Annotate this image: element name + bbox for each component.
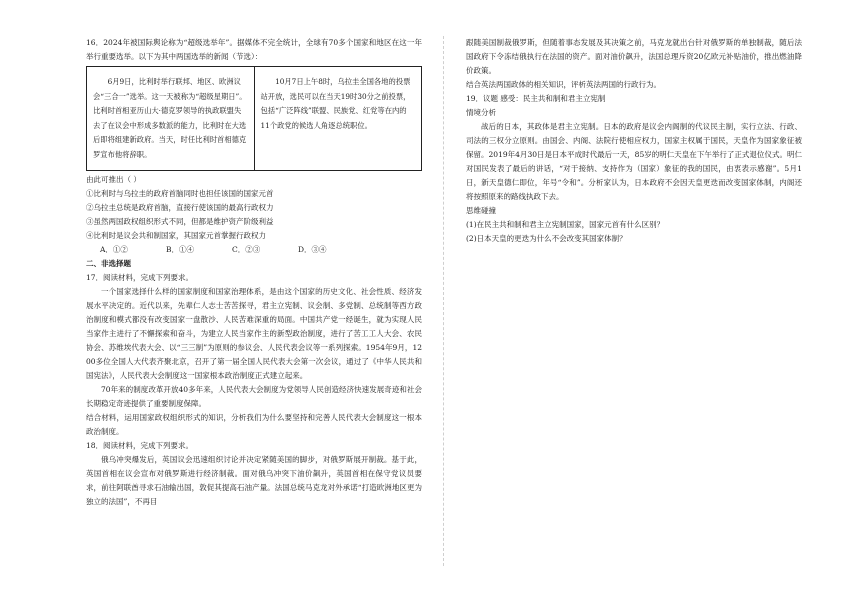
q18-stem: 18．阅读材料，完成下列要求。 [86,441,194,450]
section-heading: 二、非选择题 [86,259,131,268]
q18-task: 结合英法两国政体的相关知识，评析英法两国的行政行为。 [466,80,661,89]
q16-options [86,243,422,257]
q16-item-1: ①比利时与乌拉圭的政府首脑同时也担任该国的国家元首 [86,189,274,198]
thinking-heading: 思维碰撞 [466,206,496,215]
option-a: A．①② [100,245,128,254]
column-divider [443,36,444,566]
scenario-heading: 情境分析 [466,108,496,117]
q17-material-1: 一个国家选择什么样的国家制度和国家治理体系，是由这个国家的历史文化、社会性质、经济发展水平决定的。近代以来，先辈仁人志士苦苦探寻，君主立宪制、议会制、多党制、总统制等西方政治制度和模式都没有改变国家一盘散沙、人民苦难深重的局面。中国共产党一经诞生，就为实现人民当家作主进行了不懈探索和奋斗，为建立人民当家作主的新型政治制度，进行了苦工工人大会、农民协会、苏维埃代表大会、以“三三制”为原则的参议会、人民代表会议等一系列探索。1954年9月，1200多位全国人大代表齐聚北京，召开了第一届全国人民代表大会第一次会议，通过了《中华人民共和国宪法》，人民代表大会制度这一国家根本政治制度正式建立起来。 [86,287,422,380]
news-belgium: 6月9日，比利时举行联邦、地区、欧洲议会“三合一”选举。这一天被称为“超级星期日”。比利时首相亚历山大·德克罗领导的执政联盟失去了在议会中形成多数派的能力，比利时在大选后即将组建新政府。当天，时任比利时首相德克罗宣布他将辞职。 [87,67,255,171]
q19-material: 战后的日本，其政体是君主立宪制。日本的政府是议会内阁制的代议民主制，实行立法、行政、司法的三权分立原则。由国会、内阁、法院行使相应权力，国家主权属于国民，天皇作为国家象征被保留。2019年4月30日是日本平成时代最后一天，85岁的明仁天皇在下午举行了正式退位仪式。明仁对国民发表了最后的讲话，“对于接纳、支持作为（国家）象征的我的国民，由衷表示感谢”。5月1日，新天皇德仁即位，年号“令和”。分析家认为，日本政府不会因天皇更迭而改变国家体制，内阁还将按照原来的路线执政下去。 [466,122,802,201]
q16-item-4: ④比利时是议会共和制国家，其国家元首掌握行政权力 [86,231,266,240]
news-table [86,66,422,171]
q17-task: 结合材料，运用国家政权组织形式的知识，分析我们为什么要坚持和完善人民代表大会制度这一根本政治制度。 [86,413,422,436]
q17-material-2: 70年来的制度改革开放40多年来，人民代表大会制度为党领导人民创造经济快速发展奇迹和社会长期稳定奇迹提供了重要制度保障。 [86,385,422,408]
q19-question-1: (1)在民主共和制和君主立宪制国家，国家元首有什么区别？ [466,220,665,229]
q16-item-3: ③虽然两国政权组织形式不同，但都是维护资产阶级利益 [86,217,274,226]
q19-question-2: (2)日本天皇的更迭为什么不会改变其国家体制？ [466,234,627,243]
q16-item-2: ②乌拉圭总统是政府首脑，直接行使该国的最高行政权力 [86,203,274,212]
q16-prompt: 由此可推出（ ） [86,175,141,184]
left-column [86,36,422,509]
news-uruguay: 10月7日上午8时，乌拉圭全国各地的投票站开放，选民可以在当天19时30分之前投票，包括“广泛阵线”联盟、民族党、红党等在内的11个政党的候选人角逐总统职位。 [254,67,422,171]
q18-material-cont: 跟随美国制裁俄罗斯，但随着事态发展及其决策之前，马克龙就出台针对俄罗斯的单独制裁，随后法国政府下令冻结俄执行在法国的资产。面对油价飙升，法国总理斥资20亿欧元补贴油价，推出燃油降价政策。 [466,38,802,75]
q17-stem: 17．阅读材料，完成下列要求。 [86,273,194,282]
q19-stem: 19．议题 感受：民主共和制和君主立宪制 [466,94,606,103]
q18-material: 俄乌冲突爆发后，英国议会迅速组织讨论并决定紧随美国的脚步，对俄罗斯展开制裁。基于此，英国首相在议会宣布对俄罗斯进行经济制裁。面对俄乌冲突下油价飙升，英国首相在保守党议员要求，前往阿联酋寻求石油输出国，敦促其提高石油产量。法国总统马克龙对外承诺“打造欧洲地区更为独立的法国”，不再目 [86,455,422,506]
option-c: C．②③ [232,245,261,254]
q16-stem: 16．2024年被国际舆论称为“超级选举年”。据媒体不完全统计，全球有70多个国家和地区在这一年举行重要选举。以下为其中两国选举的新闻（节选）： [86,38,422,61]
option-b: B．①④ [166,245,195,254]
option-d: D．③④ [298,245,327,254]
right-column [466,36,802,246]
